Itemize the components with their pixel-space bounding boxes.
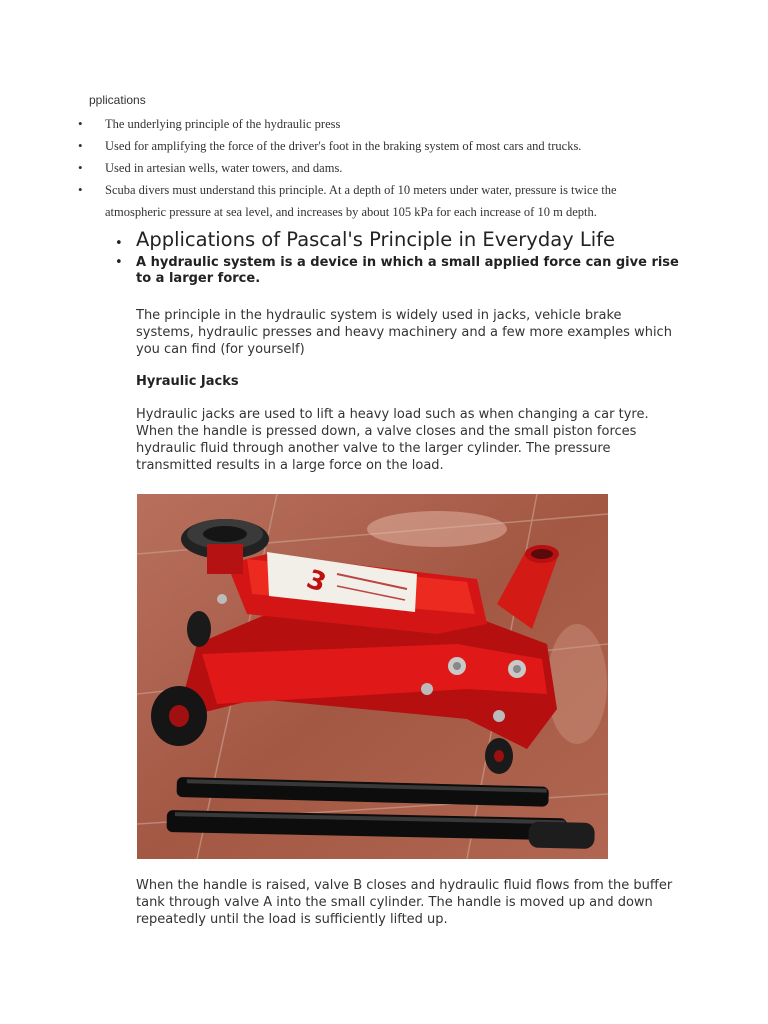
section-title: • Applications of Pascal's Principle in Everyday Life: [112, 226, 682, 254]
list-item: • The underlying principle of the hydraulic press: [78, 113, 678, 135]
jacks-paragraph: Hydraulic jacks are used to lift a heavy load such as when changing a car tyre. When the handle is pressed down, a valve closes and the small piston forces hydraulic fluid through another valve to the larger cylinder. The pressure transmitted results in a large force on the load.: [136, 407, 649, 473]
applications-list: [78, 113, 678, 223]
hydraulic-jack-photo: [137, 494, 608, 859]
list-item: • Scuba divers must understand this principle. At a depth of 10 meters under water, pressure is twice the atmospheric pressure at sea level, and increases by about 105 kPa for each increase of 10 m depth.: [78, 179, 678, 223]
applications-heading: pplications: [89, 93, 146, 107]
after-photo-paragraph: When the handle is raised, valve B closes and hydraulic fluid flows from the buffer tank through valve A into the small cylinder. The handle is moved up and down repeatedly until the load is sufficiently lifted up.: [136, 878, 673, 927]
intro-paragraph: The principle in the hydraulic system is widely used in jacks, vehicle brake systems, hydraulic presses and heavy machinery and a few more examples which you can find (for yourself): [136, 308, 672, 357]
list-item: • Used in artesian wells, water towers, and dams.: [78, 157, 678, 179]
list-item: • Used for amplifying the force of the driver's foot in the braking system of most cars and trucks.: [78, 135, 678, 157]
pascal-section: [112, 226, 682, 474]
definition-text: • A hydraulic system is a device in which a small applied force can give rise to a larger force.: [112, 255, 682, 287]
subheading: Hyraulic Jacks: [136, 374, 239, 389]
svg-text:3: 3: [302, 564, 330, 599]
